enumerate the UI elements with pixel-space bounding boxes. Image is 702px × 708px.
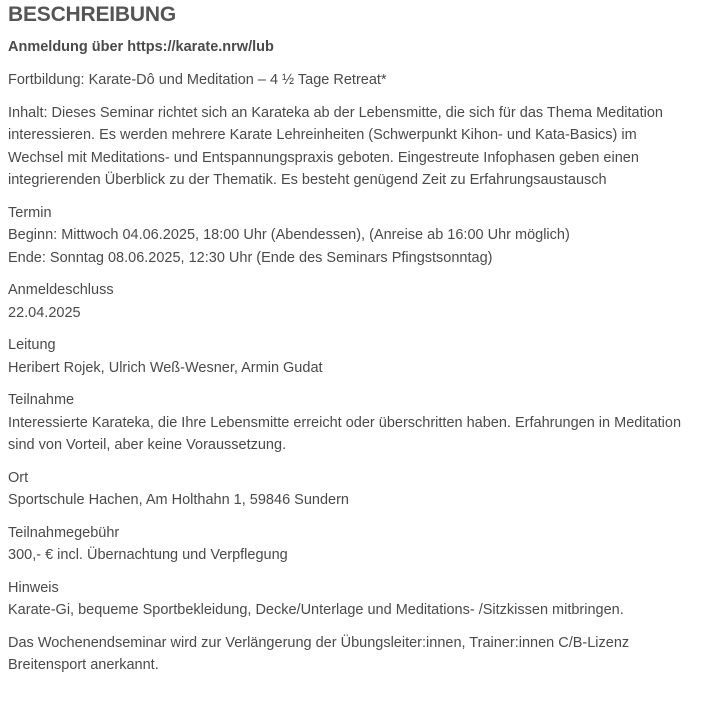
footer-note: Das Wochenendseminar wird zur Verlängerung der Übungsleiter:innen, Trainer:innen C/B-Lizenz Breitensport anerkannt. — [8, 634, 630, 673]
fee-heading: Teilnahmegebühr — [8, 524, 120, 541]
ort-heading: Ort — [8, 469, 29, 486]
leitung-value: Heribert Rojek, Ulrich Weß-Wesner, Armin Gudat — [8, 359, 323, 376]
fee-block — [8, 522, 694, 567]
termin-heading: Termin — [8, 204, 52, 221]
fee-value: 300,- € incl. Übernachtung und Verpflegung — [8, 547, 288, 563]
leitung-heading: Leitung — [8, 337, 56, 353]
deadline-heading: Anmeldeschluss — [8, 282, 114, 298]
teilnahme-block — [8, 389, 694, 457]
ort-block — [8, 467, 694, 512]
registration-note: Anmeldung über https://karate.nrw/lub — [8, 39, 274, 55]
teilnahme-value: Interessierte Karateka, die Ihre Lebensmitte erreicht oder überschritten haben. Erfahrungen in Meditation sind von Vorteil, aber keine Voraussetzung. — [8, 414, 682, 453]
termin-begin: Beginn: Mittwoch 04.06.2025, 18:00 Uhr (Abendessen), (Anreise ab 16:00 Uhr möglich) — [8, 227, 570, 243]
termin-block — [8, 202, 694, 270]
leitung-block — [8, 334, 694, 379]
termin-end: Ende: Sonntag 08.06.2025, 12:30 Uhr (Ende des Seminars Pfingstsonntag) — [8, 249, 493, 266]
deadline-block — [8, 279, 694, 324]
ort-value: Sportschule Hachen, Am Holthahn 1, 59846 Sundern — [8, 492, 349, 508]
section-title: BESCHREIBUNG — [8, 3, 176, 26]
teilnahme-heading: Teilnahme — [8, 392, 75, 408]
hinweis-block — [8, 577, 694, 622]
deadline-value: 22.04.2025 — [8, 304, 81, 321]
content-text: Inhalt: Dieses Seminar richtet sich an Karateka ab der Lebensmitte, die sich für das Thema Meditation interessieren. Es werden mehrere Karate Lehreinheiten (Schwerpunkt Kihon- und Kata-Basics) im Wechsel mit Meditations- und Entspannungspraxis geboten. Eingestreute Infophasen geben einen integrierenden Überblick zu der Thematik. Es besteht genügend Zeit zu Erfahrungsaustausch — [8, 104, 663, 188]
training-title: Fortbildung: Karate-Dô und Meditation – 4 ½ Tage Retreat* — [8, 72, 387, 88]
hinweis-value: Karate-Gi, bequeme Sportbekleidung, Decke/Unterlage und Meditations- /Sitzkissen mitbringen. — [8, 602, 624, 618]
hinweis-heading: Hinweis — [8, 579, 59, 596]
